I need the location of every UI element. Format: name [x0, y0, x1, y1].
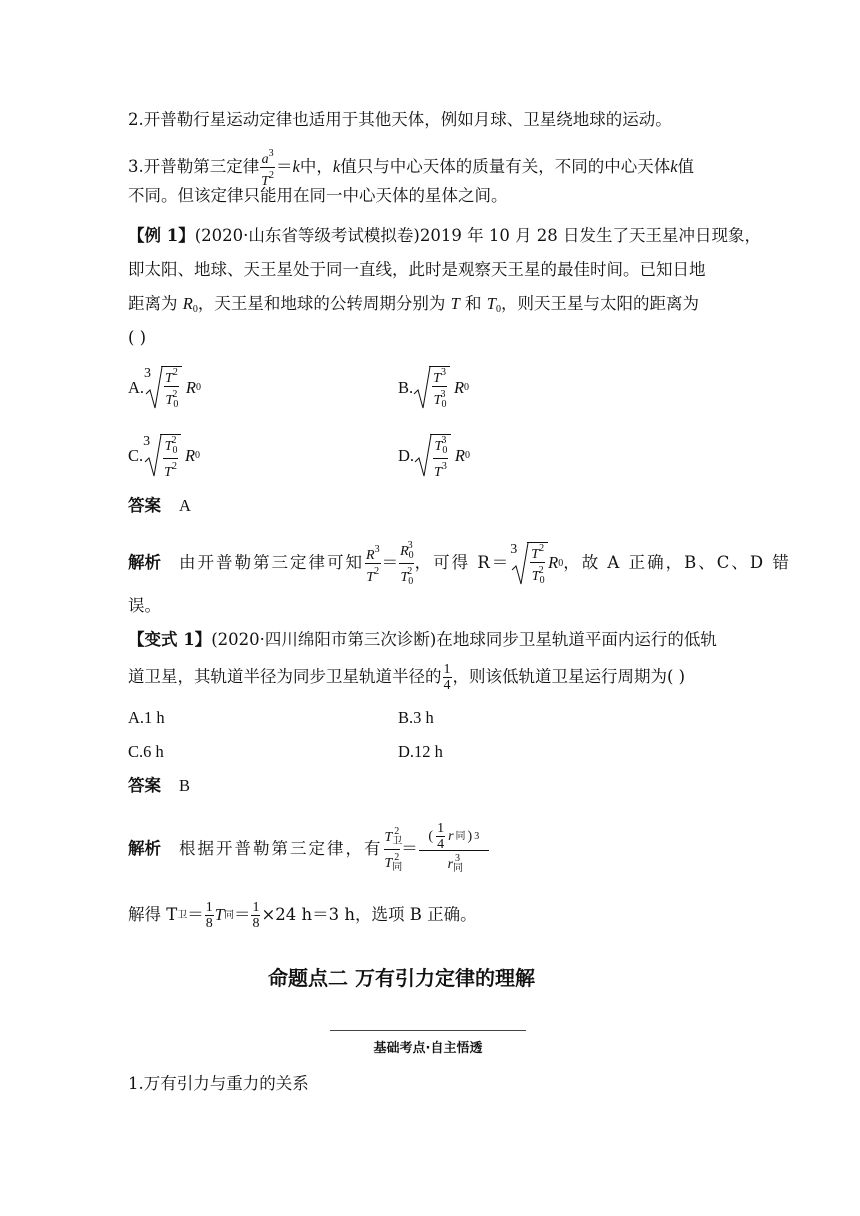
example-tag: 【例 1】 [128, 226, 195, 245]
variant-tag: 【变式 1】 [128, 630, 212, 649]
analysis-1: 解析 由开普勒第三定律可知 $\frac{R^3}{T^2}$ ＝ $\frac{R_0^3}{T_0^2}$ ，可得 R＝ 3 $\frac{T^2}{T_0^2}$ R 0 ，故 A 正确，B、C、D 错 [128, 540, 791, 587]
variant-option-a[interactable]: A.1 h [128, 708, 165, 727]
point-2: 2.开普勒行星运动定律也适用于其他天体，例如月球、卫星绕地球的运动。 [128, 110, 672, 129]
example-1-line3: 距离为 $R_0$，天王星和地球的公转周期分别为 T 和 $T_0$，则天王星与太阳的距离为 [128, 294, 699, 315]
variant-1-line1: 【变式 1】(2020·四川绵阳市第三次诊断)在地球同步卫星轨道平面内运行的低轨 [128, 630, 717, 649]
variant-1-line2: 道卫星，其轨道半径为同步卫星轨道半径的 $\frac{1}{4}$ ，则该低轨道卫星运行周期为( ) [128, 662, 686, 693]
example-1-line1: 【例 1】(2020·山东省等级考试模拟卷)2019 年 10 月 28 日发生了天王星冲日现象， [128, 226, 762, 245]
sub-heading: 1.万有引力与重力的关系 [128, 1074, 309, 1093]
radical: 3 $\frac{T^2}{T_0^2}$ [144, 366, 182, 410]
radical: 3 $\frac{T_0^2}{T^2}$ [143, 434, 181, 478]
example-1-line2: 即太阳、地球、天王星处于同一直线，此时是观察天王星的最佳时间。已知日地 [128, 260, 706, 279]
option-a[interactable]: A. 3 $\frac{T^2}{T_0^2}$ R 0 [128, 366, 201, 410]
option-b[interactable]: B. $\frac{T^3}{T_0^3}$ R 0 [398, 367, 470, 410]
analysis-1-line2: 误。 [128, 596, 161, 615]
answer-1: 答案 A [128, 496, 191, 515]
section-title: 命题点二 万有引力定律的理解 [268, 966, 535, 990]
option-c[interactable]: C. 3 $\frac{T_0^2}{T^2}$ R 0 [128, 434, 201, 480]
analysis-2: 解析 根据开普勒第三定律，有 $\frac{T_卫^2}{T_同^2}$ ＝ ( $\frac{1}{4}$ r 同 ) 3 $r_同^3$ [128, 822, 490, 876]
solve-line: 解得 T 卫 ＝ $\frac{1}{8}$ T 同 ＝ $\frac{1}{8}$ ×24 h＝3 h，选项 B 正确。 [128, 900, 477, 931]
option-d[interactable]: D. $\frac{T_0^3}{T^3}$ R 0 [398, 435, 470, 480]
variant-option-c[interactable]: C.6 h [128, 742, 164, 761]
kepler-fraction: $\frac{a^3}{T^2}$ [261, 148, 275, 189]
radical: $\frac{T_0^3}{T^3}$ [414, 434, 451, 478]
point-3-line2: 不同。但该定律只能用在同一中心天体的星体之间。 [128, 186, 508, 205]
point-3-prefix: 3.开普勒第三定律 [128, 157, 260, 177]
point-3: 3.开普勒第三定律 $\frac{a^3}{T^2}$ ＝ k 中， k 值只与中心天体的质量有关，不同的中心天体 k 值 [128, 148, 695, 189]
section-badge: 基础考点·自主悟透 [328, 1030, 528, 1056]
answer-2: 答案 B [128, 776, 191, 795]
variant-option-b[interactable]: B.3 h [398, 708, 434, 727]
radical: $\frac{T^3}{T_0^3}$ [413, 366, 450, 410]
variant-option-d[interactable]: D.12 h [398, 742, 443, 761]
example-1-blank: ( ) [128, 328, 147, 347]
